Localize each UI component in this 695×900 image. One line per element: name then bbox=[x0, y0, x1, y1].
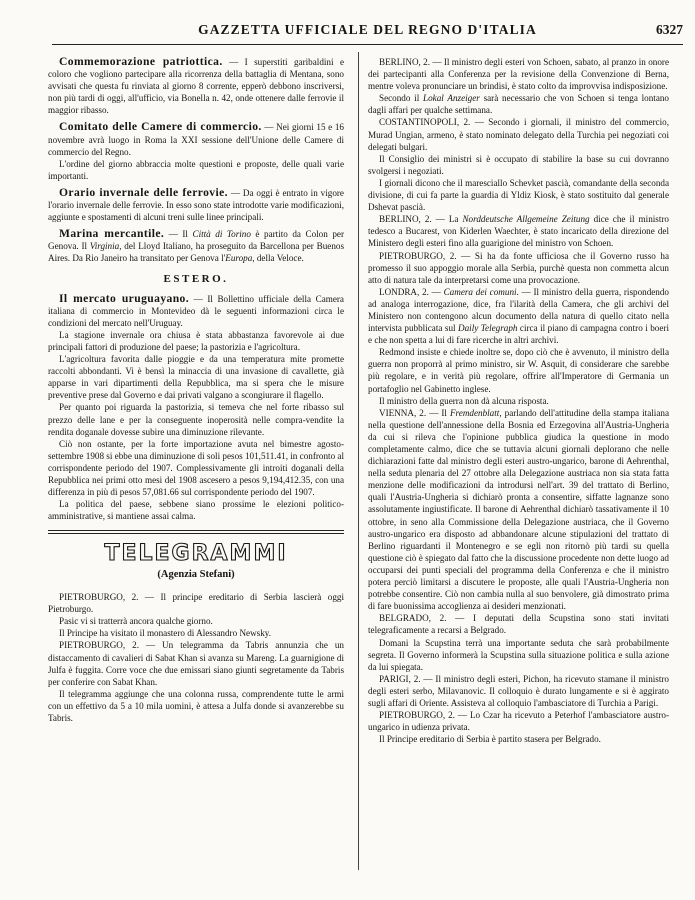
telegram-item: BERLINO, 2. — La Norddeutsche Allgemeine Zeitung dice che il ministro tedesco a Bucarest, von Kiderlen Waechter, è stato incaricato della direzione del Ministero degli esteri fino alla guarigione del ministro von Schoen. bbox=[368, 214, 669, 249]
telegram-item: Il Principe ereditario di Serbia è partito stasera per Belgrado. bbox=[379, 734, 601, 745]
telegram-item: Il telegramma aggiunge che una colonna russa, comprendente tutte le armi con un effettivo da 5 a 10 mila uomini, è attesa a Julfa donde si avanzerebbe su Tabris. bbox=[48, 688, 344, 723]
telegram-item: PARIGI, 2. — Il ministro degli esteri, Pichon, ha ricevuto stamane il ministro degli esteri serbo, Milavanovic. Il colloquio è durato lungamente e si è aggirato sugli affari di Oriente. Assisteva al colloquio l'ambasciatore di Turchia a Parigi. bbox=[368, 673, 669, 708]
page-header bbox=[52, 22, 683, 45]
telegram-item: Il Principe ha visitato il monastero di Alessandro Newsky. bbox=[59, 628, 272, 639]
telegram-item: BERLINO, 2. — Il ministro degli esteri von Schoen, sabato, al pranzo in onore dei partecipanti alla Conferenza per la revisione della Convenzione di Berna, mentre voleva pronunciare un brindisi, è stato colto da improvvisa indisposizione. bbox=[368, 57, 669, 92]
heading-marina: Marina mercantile. bbox=[59, 227, 165, 241]
heading-orario: Orario invernale delle ferrovie. bbox=[59, 185, 228, 199]
telegram-item: COSTANTINOPOLI, 2. — Secondo i giornali, il ministro del commercio, Murad Ungian, armeno, è stato nominato delegato della Turchia pei negoziati coi delegati bulgari. bbox=[368, 117, 669, 152]
telegram-item: Redmond insiste e chiede inoltre se, dopo ciò che è avvenuto, il ministro della guerra non proporrà al primo ministro, sir W. Asquit, di considerare che sarebbe più regolare, e in verità più regolare, offrire all'Imperatore di Germania un portafoglio nel Gabinetto inglese. bbox=[368, 347, 669, 394]
telegram-item: PIETROBURGO, 2. — Un telegramma da Tabris annunzia che un distaccamento di cavalieri di Sabat Khan si avanza su Mareng. La guarnigione di Julfa è fuggita. Corre voce che due emissari siano giunti segretamente da Tabris per conferire con Sabat Khan. bbox=[48, 640, 344, 687]
paragraph: Per quanto poi riguarda la pastorizia, si temeva che nel forte ribasso sul prezzo delle lane e per la conseguente inoperosità nelle compra-vendite la rendita doganale dovesse subire una diminuzione rilevante. bbox=[48, 402, 344, 437]
telegram-item: BELGRADO, 2. — I deputati della Scupstina sono stati invitati telegraficamente a recarsi a Belgrado. bbox=[368, 613, 669, 636]
article-commemorazione: Commemorazione patriottica. — I superstiti garibaldini e coloro che vogliono partecipare alla ricorrenza della battaglia di Mentana, sono avvisati che questa fu rinviata al giorno 8 corrente, epperò debbono inscriversi, non più tardi di oggi, all'ufficio, via Bonella n. 42, onde ottenere dalle ferrovie il maggior ribasso. bbox=[48, 55, 344, 116]
article-marina: Marina mercantile. — Il Città di Torino è partito da Colon per Genova. Il Virginia, del Lloyd Italiano, ha proseguito da Barcellona per Buenos Aires. Da Rio Janeiro ha transitato per Genova l'Europa, della Veloce. bbox=[48, 227, 344, 264]
paragraph: L'agricoltura favorita dalle pioggie e da una temperatura mite promette raccolti abbondanti. Vi è bensì la minaccia di una invasione di cavallette, già apparse in vari dipartimenti della Repubblica, ma si spera che le misure preventive prese dal Governo e dai privati valgano a scongiurare il flagello. bbox=[48, 354, 344, 401]
right-column bbox=[368, 56, 669, 745]
telegram-item: PIETROBURGO, 2. — Si ha da fonte ufficiosa che il Governo russo ha promesso il suo appoggio morale alla Serbia, purchè questa non commetta alcun atto di natura tale da interpretarsi come una provocazione. bbox=[368, 250, 669, 285]
telegram-item: I giornali dicono che il maresciallo Schevket pascià, comandante della seconda divisione, di cui fa parte la guardia di Yldiz Kiosk, è stato sostituito dal generale Dshevat pascià. bbox=[368, 177, 669, 213]
column-divider bbox=[358, 52, 359, 870]
telegram-item: Pasic vi si tratterrà ancora qualche giorno. bbox=[59, 616, 213, 627]
heading-mercato: Il mercato uruguayano. bbox=[59, 291, 190, 305]
section-heading-estero: ESTERO. bbox=[163, 272, 229, 285]
heading-comitato: Comitato delle Camere di commercio. bbox=[59, 120, 262, 134]
heading-commemorazione: Commemorazione patriottica. bbox=[59, 55, 223, 68]
paragraph: L'ordine del giorno abbraccia molte questioni e proposte, delle quali varie importanti. bbox=[48, 158, 344, 181]
telegram-item: PIETROBURGO, 2. — Il principe ereditario di Serbia lascierà oggi Pietroburgo. bbox=[48, 592, 344, 615]
paragraph: La stagione invernale ora chiusa è stata abbastanza favorevole ai due principali fattori di produzione del paese; la pastorizia e l'agricoltura. bbox=[48, 329, 344, 352]
article-comitato: Comitato delle Camere di commercio. — Nei giorni 15 e 16 novembre avrà luogo in Roma la XXI sessione dell'Unione delle Camere di commercio del Regno. bbox=[48, 120, 344, 157]
telegram-item: Secondo il Lokal Anzeiger sarà necessario che von Schoen si tenga lontano dagli affari per qualche settimana. bbox=[368, 93, 669, 116]
left-column bbox=[48, 56, 344, 724]
page-number: 6327 bbox=[656, 22, 683, 37]
paragraph: La politica del paese, sebbene siano prossime le elezioni politico-amministrative, si mantiene assai calma. bbox=[48, 499, 344, 522]
telegram-item: PIETROBURGO, 2. — Lo Czar ha ricevuto a Peterhof l'ambasciatore austro-ungarico in udienza privata. bbox=[368, 710, 669, 733]
article-orario: Orario invernale delle ferrovie. — Da oggi è entrato in vigore l'orario invernale delle ferrovie. In esso sono state introdotte varie modificazioni, aggiunte e spostamenti di alcuni treni sulle linee principali. bbox=[48, 185, 344, 223]
section-divider bbox=[48, 530, 344, 534]
telegram-item: VIENNA, 2. — Il Fremdenblatt, parlando dell'attitudine della stampa italiana nella questione dell'annessione della Bosnia ed Erzegovina all'Austria-Ungheria da cui si rileva che l'opinione pubblica giudica la questione in modo completamente calmo, dice che se tuttavia alcuni giornali deplorano che nelle dichiarazioni fatte dal ministro degli esteri austro-ungarico, barone di Aehrenthal, nella seduta plenaria del 27 ottobre alla Delegazione austriaca non sia stata fatta menzione delle modificazioni da introdursi nell'art. 39 del trattato di Berlino, quali l'Austria-Ungheria si dichiarò pronta a consentire, siffatte lagnanze sono assolutamente ingiustificate. Il barone di Aehrenthal dichiarò tassativamente il 10 ottobre, in seno alla Commissione della Delegazione austriaca, che il Governo austro-ungarico era disposto ad abbandonare alcune stipulazioni del trattato di Berlino riguardanti il Montenegro e se egli non ritornò più tardi su quella questione ciò è spiegato dal fatto che la discussione procedente non dette luogo ad occuparsi dei punti speciali del programma della Conferenza e che il ministro potera perciò limitarsi a discutere le proposte, alle quali l'Austria-Ungheria non potrebbe consentire. Ciò non cambia nulla al suo benvolere, già dimostrato prima di fare buonissima accoglienza ai desideri menzionati. bbox=[368, 407, 669, 612]
telegram-item: Il ministro della guerra non dà alcuna risposta. bbox=[379, 395, 549, 406]
article-mercato: Il mercato uruguayano. — Il Bollettino ufficiale della Camera italiana di commercio in Montevideo dà le seguenti informazioni circa le condizioni del mercato nell'Uruguay. bbox=[48, 291, 344, 328]
telegram-item: Domani la Scupstina terrà una importante seduta che sarà probabilmente segreta. Il Governo informerà la Scupstina sulla situazione politica e sulla azione da lui spiegata. bbox=[368, 637, 669, 672]
agency-label: (Agenzia Stefani) bbox=[157, 568, 235, 580]
paragraph: Ciò non ostante, per la forte importazione avuta nel bimestre agosto-settembre 1908 si ebbe una diminuzione di soli pesos 101,511.41, in confronto al corrispondente periodo del 1907. Complessivamente gli introiti doganali della Repubblica nei primi otto mesi del 1908 ascesero a pesos 9,194,412.35, con una differenza in più di pesos 57,081.66 sul corrispondente periodo del 1907. bbox=[48, 438, 344, 498]
gazette-title: GAZZETTA UFFICIALE DEL REGNO D'ITALIA bbox=[198, 22, 537, 37]
telegram-item: LONDRA, 2. — Camera dei comuni. — Il ministro della guerra, rispondendo ad analoga interrogazione, dice, fra l'ilarità della Camera, che gli archivi del Ministero non contengono alcun documento della natura di quello citato nella intervista pubblicata sul Daily Telegraph circa il piano di campagna contro i boeri e che non spetta a lui di fare ricerche in altri archivi. bbox=[368, 286, 669, 346]
telegram-item: Il Consiglio dei ministri si è occupato di stabilire la base su cui dovranno svolgersi i negoziati. bbox=[368, 153, 669, 176]
telegrammi-heading: TELEGRAMMI bbox=[104, 540, 288, 566]
